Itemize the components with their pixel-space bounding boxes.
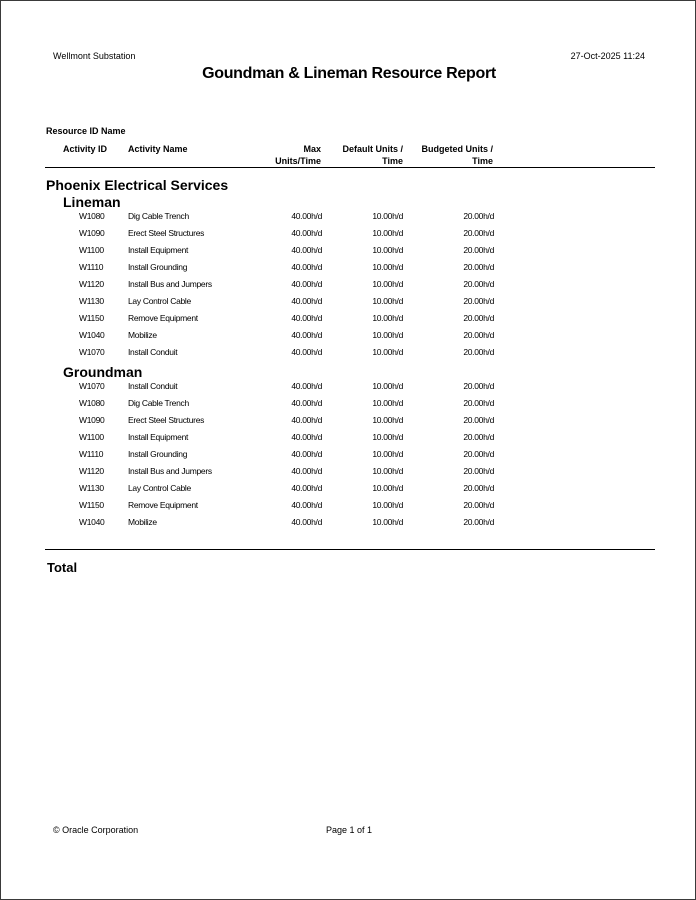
budgeted-units-cell: 20.00h/d bbox=[463, 245, 494, 255]
activity-id-cell: W1110 bbox=[79, 262, 104, 272]
column-header-activity-name: Activity Name bbox=[128, 144, 188, 154]
budgeted-units-cell: 20.00h/d bbox=[463, 500, 494, 510]
budgeted-units-cell: 20.00h/d bbox=[463, 449, 494, 459]
activity-id-cell: W1110 bbox=[79, 449, 104, 459]
column-header-max-units-line2: Units/Time bbox=[275, 156, 321, 166]
max-units-cell: 40.00h/d bbox=[291, 517, 322, 527]
max-units-cell: 40.00h/d bbox=[291, 398, 322, 408]
default-units-cell: 10.00h/d bbox=[372, 279, 403, 289]
header-divider bbox=[45, 167, 655, 168]
table-row bbox=[1, 517, 696, 534]
total-divider bbox=[45, 549, 655, 550]
activity-id-cell: W1130 bbox=[79, 483, 104, 493]
default-units-cell: 10.00h/d bbox=[372, 211, 403, 221]
budgeted-units-cell: 20.00h/d bbox=[463, 398, 494, 408]
activity-name-cell: Lay Control Cable bbox=[128, 296, 191, 306]
activity-name-cell: Dig Cable Trench bbox=[128, 211, 189, 221]
table-row bbox=[1, 245, 696, 262]
activity-id-cell: W1090 bbox=[79, 228, 105, 238]
default-units-cell: 10.00h/d bbox=[372, 313, 403, 323]
activity-name-cell: Remove Equipment bbox=[128, 500, 198, 510]
max-units-cell: 40.00h/d bbox=[291, 313, 322, 323]
table-row bbox=[1, 279, 696, 296]
activity-name-cell: Install Conduit bbox=[128, 381, 178, 391]
default-units-cell: 10.00h/d bbox=[372, 330, 403, 340]
default-units-cell: 10.00h/d bbox=[372, 483, 403, 493]
budgeted-units-cell: 20.00h/d bbox=[463, 381, 494, 391]
max-units-cell: 40.00h/d bbox=[291, 245, 322, 255]
activity-name-cell: Install Equipment bbox=[128, 245, 189, 255]
column-header-default-units bbox=[321, 143, 403, 167]
max-units-cell: 40.00h/d bbox=[291, 381, 322, 391]
activity-name-cell: Install Bus and Jumpers bbox=[128, 279, 212, 289]
activity-id-cell: W1100 bbox=[79, 245, 104, 255]
activity-id-cell: W1090 bbox=[79, 415, 105, 425]
max-units-cell: 40.00h/d bbox=[291, 415, 322, 425]
default-units-cell: 10.00h/d bbox=[372, 500, 403, 510]
budgeted-units-cell: 20.00h/d bbox=[463, 466, 494, 476]
table-row bbox=[1, 483, 696, 500]
column-header-default-units-line1: Default Units / bbox=[342, 144, 403, 154]
activity-id-cell: W1070 bbox=[79, 381, 105, 391]
activity-id-cell: W1130 bbox=[79, 296, 104, 306]
resource-group-title: Lineman bbox=[63, 194, 121, 210]
max-units-cell: 40.00h/d bbox=[291, 330, 322, 340]
activity-name-cell: Install Grounding bbox=[128, 449, 188, 459]
column-header-activity-id: Activity ID bbox=[63, 144, 108, 154]
max-units-cell: 40.00h/d bbox=[291, 432, 322, 442]
resource-group-title: Groundman bbox=[63, 364, 143, 380]
activity-name-cell: Install Conduit bbox=[128, 347, 178, 357]
max-units-cell: 40.00h/d bbox=[291, 500, 322, 510]
activity-name-cell: Erect Steel Structures bbox=[128, 228, 205, 238]
column-header-max-units bbox=[251, 143, 321, 167]
table-row bbox=[1, 500, 696, 517]
budgeted-units-cell: 20.00h/d bbox=[463, 296, 494, 306]
activity-id-cell: W1150 bbox=[79, 500, 104, 510]
activity-name-cell: Lay Control Cable bbox=[128, 483, 191, 493]
default-units-cell: 10.00h/d bbox=[372, 347, 403, 357]
budgeted-units-cell: 20.00h/d bbox=[463, 313, 494, 323]
column-header-budgeted-units bbox=[403, 143, 493, 167]
default-units-cell: 10.00h/d bbox=[372, 228, 403, 238]
default-units-cell: 10.00h/d bbox=[372, 381, 403, 391]
activity-name-cell: Mobilize bbox=[128, 330, 157, 340]
project-name: Wellmont Substation bbox=[53, 51, 136, 61]
footer-copyright: © Oracle Corporation bbox=[53, 825, 139, 835]
table-row bbox=[1, 211, 696, 228]
default-units-cell: 10.00h/d bbox=[372, 415, 403, 425]
table-row bbox=[1, 330, 696, 347]
activity-id-cell: W1070 bbox=[79, 347, 105, 357]
max-units-cell: 40.00h/d bbox=[291, 466, 322, 476]
activity-id-cell: W1080 bbox=[79, 398, 105, 408]
max-units-cell: 40.00h/d bbox=[291, 347, 322, 357]
budgeted-units-cell: 20.00h/d bbox=[463, 211, 494, 221]
activity-id-cell: W1040 bbox=[79, 330, 105, 340]
max-units-cell: 40.00h/d bbox=[291, 279, 322, 289]
activity-id-cell: W1080 bbox=[79, 211, 105, 221]
table-row bbox=[1, 432, 696, 449]
default-units-cell: 10.00h/d bbox=[372, 432, 403, 442]
budgeted-units-cell: 20.00h/d bbox=[463, 228, 494, 238]
activity-id-cell: W1120 bbox=[79, 466, 104, 476]
column-header-budgeted-units-line1: Budgeted Units / bbox=[421, 144, 493, 154]
table-row bbox=[1, 347, 696, 364]
activity-name-cell: Dig Cable Trench bbox=[128, 398, 189, 408]
budgeted-units-cell: 20.00h/d bbox=[463, 279, 494, 289]
activity-name-cell: Install Equipment bbox=[128, 432, 189, 442]
column-header-resource: Resource ID Name bbox=[46, 126, 126, 136]
total-label: Total bbox=[47, 560, 78, 575]
column-header-budgeted-units-line2: Time bbox=[472, 156, 493, 166]
report-datetime: 27-Oct-2025 11:24 bbox=[570, 51, 645, 61]
max-units-cell: 40.00h/d bbox=[291, 211, 322, 221]
table-row bbox=[1, 296, 696, 313]
default-units-cell: 10.00h/d bbox=[372, 449, 403, 459]
default-units-cell: 10.00h/d bbox=[372, 517, 403, 527]
report-title: Goundman & Lineman Resource Report bbox=[202, 65, 496, 82]
max-units-cell: 40.00h/d bbox=[291, 262, 322, 272]
budgeted-units-cell: 20.00h/d bbox=[463, 432, 494, 442]
activity-id-cell: W1040 bbox=[79, 517, 105, 527]
company-name: Phoenix Electrical Services bbox=[46, 177, 229, 193]
max-units-cell: 40.00h/d bbox=[291, 449, 322, 459]
budgeted-units-cell: 20.00h/d bbox=[463, 517, 494, 527]
budgeted-units-cell: 20.00h/d bbox=[463, 483, 494, 493]
column-header-default-units-line2: Time bbox=[382, 156, 403, 166]
max-units-cell: 40.00h/d bbox=[291, 483, 322, 493]
activity-name-cell: Install Grounding bbox=[128, 262, 188, 272]
activity-name-cell: Remove Equipment bbox=[128, 313, 198, 323]
default-units-cell: 10.00h/d bbox=[372, 245, 403, 255]
budgeted-units-cell: 20.00h/d bbox=[463, 415, 494, 425]
table-row bbox=[1, 381, 696, 398]
table-row bbox=[1, 262, 696, 279]
default-units-cell: 10.00h/d bbox=[372, 296, 403, 306]
table-row bbox=[1, 398, 696, 415]
activity-id-cell: W1100 bbox=[79, 432, 104, 442]
table-row bbox=[1, 228, 696, 245]
activity-name-cell: Erect Steel Structures bbox=[128, 415, 205, 425]
table-row bbox=[1, 449, 696, 466]
table-row bbox=[1, 313, 696, 330]
default-units-cell: 10.00h/d bbox=[372, 262, 403, 272]
budgeted-units-cell: 20.00h/d bbox=[463, 330, 494, 340]
default-units-cell: 10.00h/d bbox=[372, 398, 403, 408]
max-units-cell: 40.00h/d bbox=[291, 296, 322, 306]
activity-id-cell: W1120 bbox=[79, 279, 104, 289]
column-header-max-units-line1: Max bbox=[303, 144, 321, 154]
budgeted-units-cell: 20.00h/d bbox=[463, 262, 494, 272]
footer-page-number: Page 1 of 1 bbox=[326, 825, 373, 835]
budgeted-units-cell: 20.00h/d bbox=[463, 347, 494, 357]
activity-id-cell: W1150 bbox=[79, 313, 104, 323]
max-units-cell: 40.00h/d bbox=[291, 228, 322, 238]
activity-name-cell: Mobilize bbox=[128, 517, 157, 527]
table-row bbox=[1, 415, 696, 432]
default-units-cell: 10.00h/d bbox=[372, 466, 403, 476]
activity-name-cell: Install Bus and Jumpers bbox=[128, 466, 212, 476]
table-row bbox=[1, 466, 696, 483]
